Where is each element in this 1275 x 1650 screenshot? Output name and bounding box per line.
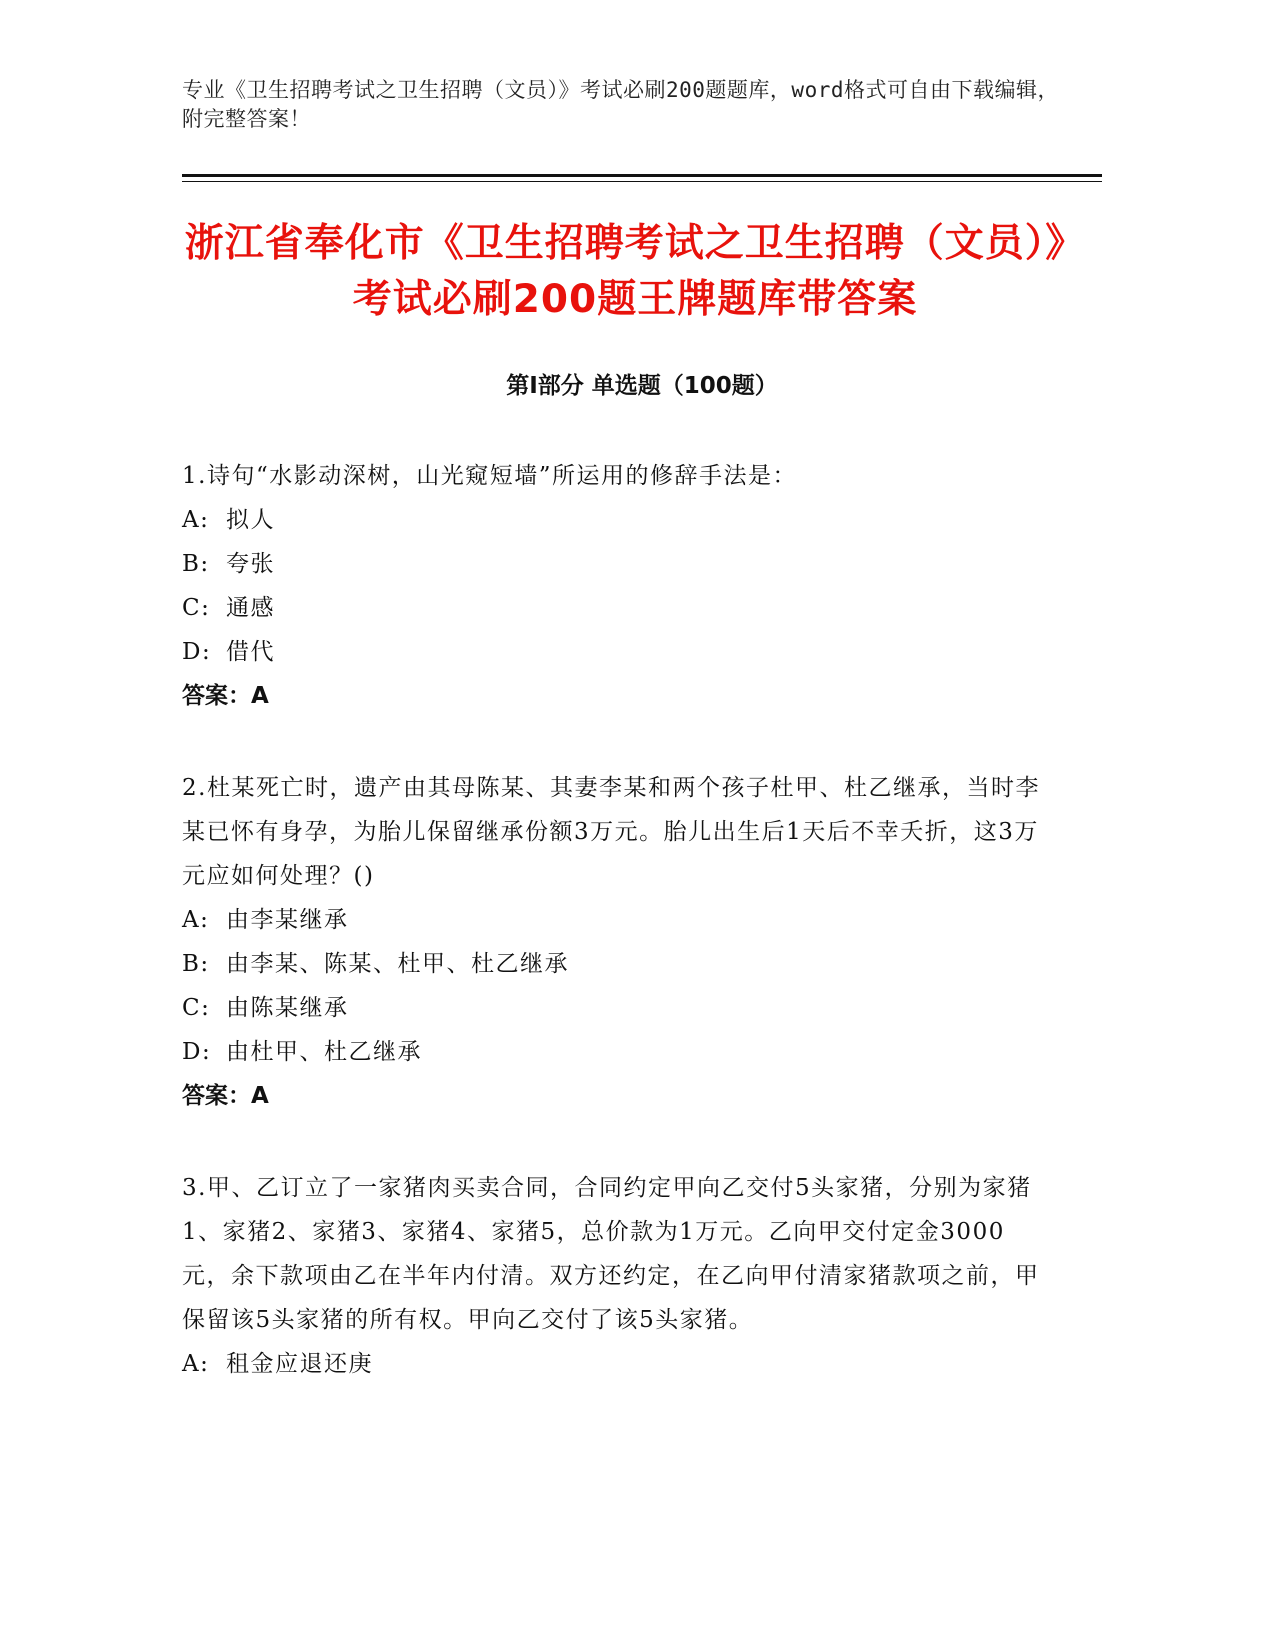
option-d: [182, 1030, 1042, 1074]
option-text: 通感: [226, 595, 275, 621]
option-text: 借代: [226, 639, 275, 665]
question-stem: 2.杜某死亡时，遗产由其母陈某、其妻李某和两个孩子杜甲、杜乙继承，当时李某已怀有身孕，为胎儿保留继承份额3万元。胎儿出生后1天后不幸夭折，这3万元应如何处理？(): [182, 775, 1040, 889]
header-note: 专业《卫生招聘考试之卫生招聘（文员）》考试必刷200题题库，word格式可自由下载编辑，附完整答案！: [182, 78, 1059, 131]
question-stem: 1.诗句“水影动深树，山光窥短墙”所运用的修辞手法是：: [182, 463, 797, 489]
option-letter: A:: [182, 507, 210, 533]
option-c: [182, 586, 1042, 630]
question-1: [182, 454, 1042, 718]
option-text: 租金应退还庚: [226, 1351, 373, 1377]
question-list: [182, 454, 1042, 1434]
option-letter: D:: [182, 639, 212, 665]
option-c: [182, 986, 1042, 1030]
document-title: 浙江省奉化市《卫生招聘考试之卫生招聘（文员）》考试必刷200题王牌题库带答案: [184, 221, 1086, 322]
option-letter: B:: [182, 551, 210, 577]
option-b: [182, 942, 1042, 986]
option-letter: A:: [182, 907, 210, 933]
option-text: 拟人: [226, 507, 275, 533]
option-letter: B:: [182, 951, 210, 977]
header-rule-thin: [182, 181, 1102, 182]
answer-label: 答案：A: [182, 1083, 269, 1109]
option-text: 夸张: [226, 551, 275, 577]
option-b: [182, 542, 1042, 586]
option-a: [182, 898, 1042, 942]
question-stem: 3.甲、乙订立了一家猪肉买卖合同，合同约定甲向乙交付5头家猪，分别为家猪1、家猪2、家猪3、家猪4、家猪5，总价款为1万元。乙向甲交付定金3000元，余下款项由乙在半年内付清。双方还约定，在乙向甲付清家猪款项之前，甲保留该5头家猪的所有权。甲向乙交付了该5头家猪。: [182, 1175, 1040, 1333]
section-title: 第Ⅰ部分 单选题（100题）: [506, 373, 778, 399]
option-letter: C:: [182, 995, 211, 1021]
answer-label: 答案：A: [182, 683, 269, 709]
option-letter: D:: [182, 1039, 212, 1065]
option-text: 由陈某继承: [226, 995, 349, 1021]
option-letter: C:: [182, 595, 211, 621]
question-3: [182, 1166, 1042, 1386]
question-2: [182, 766, 1042, 1118]
option-letter: A:: [182, 1351, 210, 1377]
option-text: 由李某、陈某、杜甲、杜乙继承: [226, 951, 569, 977]
option-text: 由李某继承: [226, 907, 349, 933]
option-a: [182, 1342, 1042, 1386]
option-d: [182, 630, 1042, 674]
option-text: 由杜甲、杜乙继承: [226, 1039, 422, 1065]
header-rule-thick: [182, 174, 1102, 177]
option-a: [182, 498, 1042, 542]
